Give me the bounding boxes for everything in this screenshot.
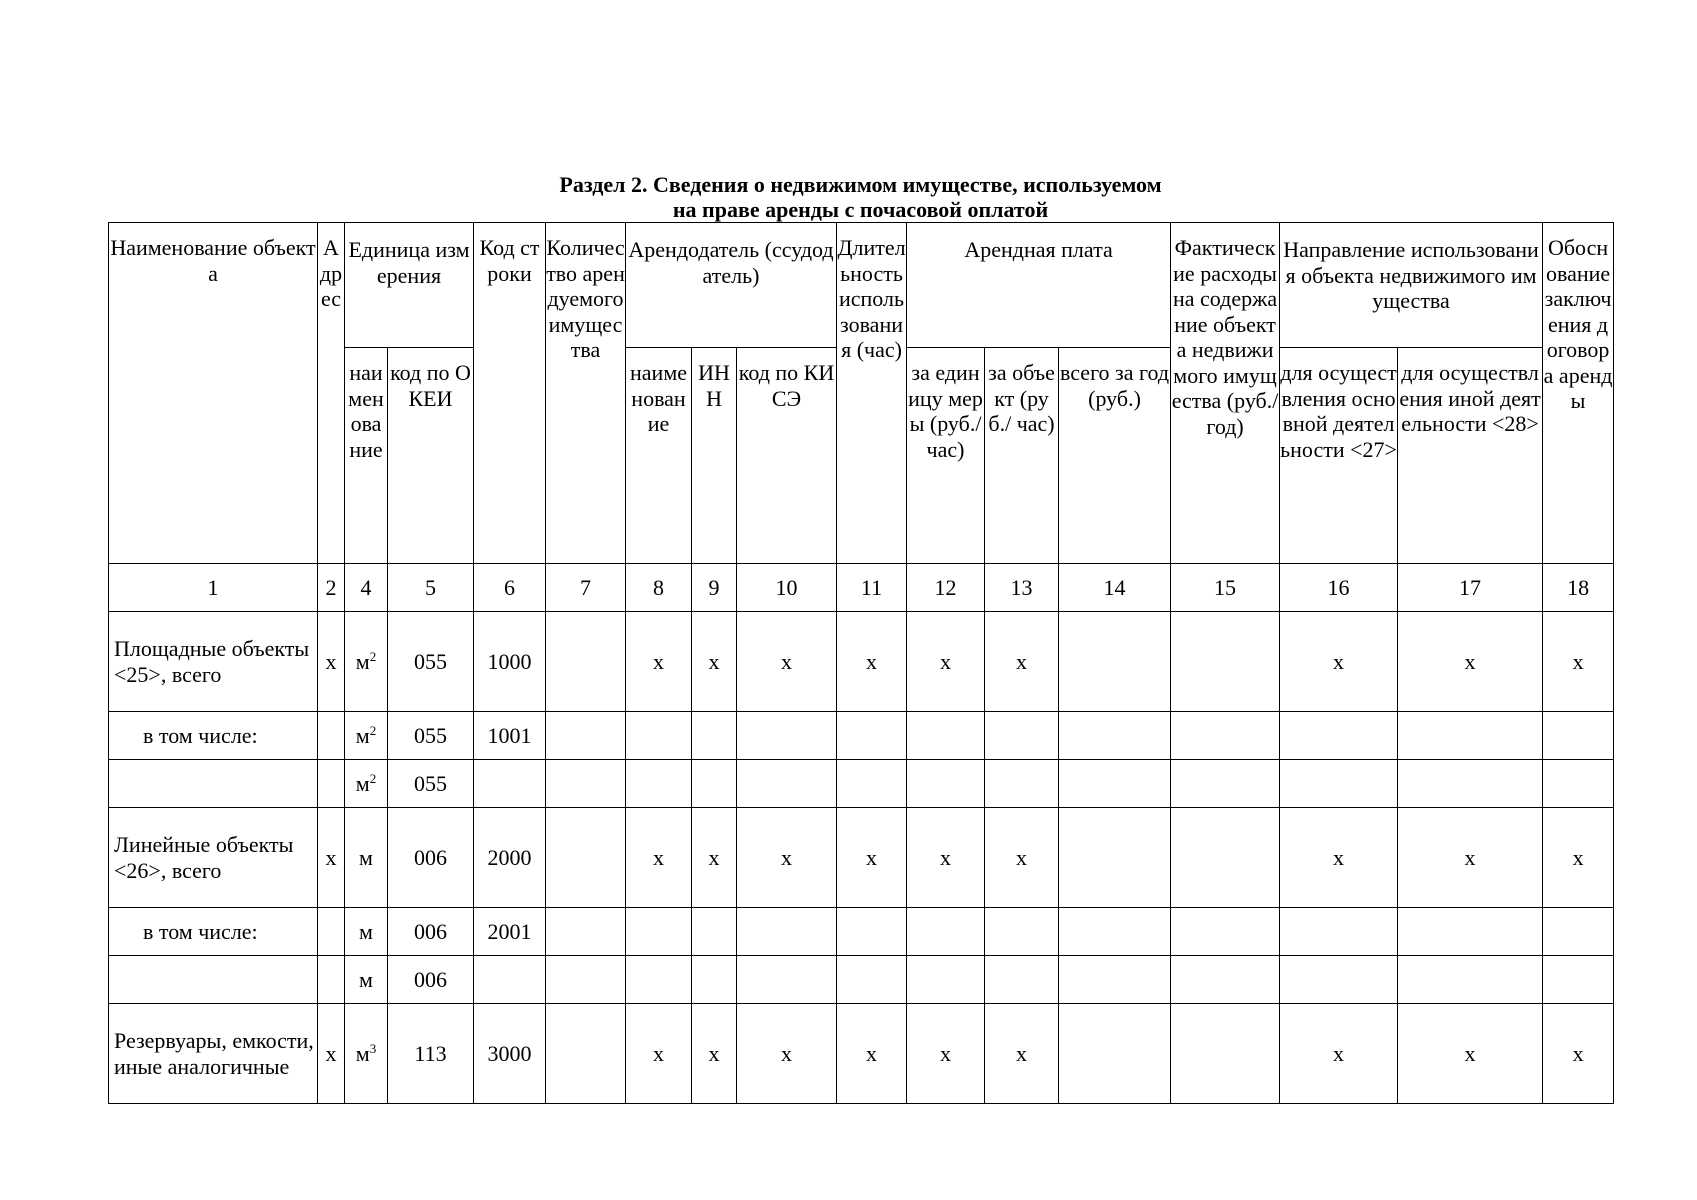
cell-c8 xyxy=(626,908,692,956)
cell-addr: x xyxy=(318,1004,345,1104)
column-number: 5 xyxy=(388,564,474,612)
cell-c17 xyxy=(1398,712,1543,760)
table-row xyxy=(109,956,1614,1004)
header-rent-per-object: за объект (руб./ час) xyxy=(985,348,1059,564)
cell-c12 xyxy=(907,908,985,956)
column-number: 6 xyxy=(474,564,546,612)
cell-c8 xyxy=(626,956,692,1004)
cell-c18 xyxy=(1543,760,1614,808)
column-numbers-row xyxy=(109,564,1614,612)
unit-text: м xyxy=(355,770,370,796)
cell-c16: x xyxy=(1280,1004,1398,1104)
cell-c15 xyxy=(1171,956,1280,1004)
cell-c15 xyxy=(1171,712,1280,760)
cell-c18 xyxy=(1543,908,1614,956)
cell-c16 xyxy=(1280,908,1398,956)
cell-qty xyxy=(546,808,626,908)
cell-qty xyxy=(546,712,626,760)
table-row xyxy=(109,808,1614,908)
cell-c12: x xyxy=(907,808,985,908)
header-rent: Арендная плата xyxy=(907,223,1171,348)
header-row-1 xyxy=(109,223,1614,348)
cell-addr: x xyxy=(318,612,345,712)
cell-c14 xyxy=(1059,760,1171,808)
cell-c11: x xyxy=(837,612,907,712)
data-rows xyxy=(109,612,1614,1104)
cell-code: 3000 xyxy=(474,1004,546,1104)
cell-c10 xyxy=(737,956,837,1004)
cell-okei: 006 xyxy=(388,956,474,1004)
cell-c14 xyxy=(1059,612,1171,712)
header-lessor-kise: код по КИСЭ xyxy=(737,348,837,564)
cell-c14 xyxy=(1059,712,1171,760)
column-number: 10 xyxy=(737,564,837,612)
header-lessor-inn: ИНН xyxy=(692,348,737,564)
cell-okei: 055 xyxy=(388,712,474,760)
column-number: 12 xyxy=(907,564,985,612)
cell-c16 xyxy=(1280,712,1398,760)
section-title-line-2: на праве аренды с почасовой оплатой xyxy=(672,197,1049,222)
cell-c13 xyxy=(985,760,1059,808)
header-quantity: Количество арендуемого имущества xyxy=(546,223,626,564)
column-number: 16 xyxy=(1280,564,1398,612)
column-number: 13 xyxy=(985,564,1059,612)
cell-unit xyxy=(345,908,388,956)
cell-c15 xyxy=(1171,760,1280,808)
cell-c17 xyxy=(1398,908,1543,956)
unit-text: м xyxy=(359,844,373,870)
cell-c16 xyxy=(1280,760,1398,808)
cell-c16: x xyxy=(1280,808,1398,908)
cell-c15 xyxy=(1171,808,1280,908)
cell-object-name: Резервуары, емкости, иные аналогичные xyxy=(109,1004,318,1104)
cell-c14 xyxy=(1059,908,1171,956)
cell-c18 xyxy=(1543,956,1614,1004)
cell-okei: 055 xyxy=(388,760,474,808)
header-direction: Направление использования объекта недвижимого имущества xyxy=(1280,223,1543,348)
cell-c12 xyxy=(907,760,985,808)
cell-c12: x xyxy=(907,612,985,712)
cell-qty xyxy=(546,612,626,712)
table-row xyxy=(109,612,1614,712)
header-duration: Длительность использования (час) xyxy=(837,223,907,564)
cell-c13 xyxy=(985,712,1059,760)
unit-exponent: 2 xyxy=(369,648,377,664)
header-basis: Обоснование заключения договора аренды xyxy=(1543,223,1614,564)
cell-unit xyxy=(345,956,388,1004)
unit-exponent: 2 xyxy=(369,770,377,786)
cell-qty xyxy=(546,1004,626,1104)
header-direction-main: для осуществления основной деятельности <27> xyxy=(1280,348,1398,564)
cell-object-name: Линейные объекты <26>, всего xyxy=(109,808,318,908)
cell-qty xyxy=(546,908,626,956)
column-number: 18 xyxy=(1543,564,1614,612)
cell-c8 xyxy=(626,760,692,808)
cell-c11 xyxy=(837,760,907,808)
cell-code xyxy=(474,956,546,1004)
column-number: 7 xyxy=(546,564,626,612)
cell-qty xyxy=(546,760,626,808)
cell-c13 xyxy=(985,908,1059,956)
header-rent-year: всего за год (руб.) xyxy=(1059,348,1171,564)
column-number: 9 xyxy=(692,564,737,612)
cell-okei: 006 xyxy=(388,808,474,908)
header-lessor-name: наименование xyxy=(626,348,692,564)
unit-text: м xyxy=(355,722,370,748)
header-unit: Единица измерения xyxy=(345,223,474,348)
cell-c14 xyxy=(1059,808,1171,908)
header-rent-per-unit: за единицу меры (руб./ час) xyxy=(907,348,985,564)
cell-okei: 113 xyxy=(388,1004,474,1104)
cell-c12 xyxy=(907,712,985,760)
cell-object-name: Площадные объекты <25>, всего xyxy=(109,612,318,712)
cell-c18: x xyxy=(1543,1004,1614,1104)
cell-c13: x xyxy=(985,612,1059,712)
cell-c9 xyxy=(692,760,737,808)
cell-c15 xyxy=(1171,908,1280,956)
cell-c8: x xyxy=(626,612,692,712)
cell-c11 xyxy=(837,908,907,956)
header-actual-costs: Фактические расходы на содержание объекта недвижимого имущества (руб./ год) xyxy=(1171,223,1280,564)
cell-qty xyxy=(546,956,626,1004)
cell-c8: x xyxy=(626,808,692,908)
cell-code: 1000 xyxy=(474,612,546,712)
cell-okei: 055 xyxy=(388,612,474,712)
cell-unit xyxy=(345,760,388,808)
header-lessor: Арендодатель (ссудодатель) xyxy=(626,223,837,348)
cell-code: 2001 xyxy=(474,908,546,956)
unit-text: м xyxy=(359,918,373,944)
cell-object-name: в том числе: xyxy=(109,908,318,956)
unit-exponent: 3 xyxy=(369,1040,377,1056)
cell-c17 xyxy=(1398,956,1543,1004)
cell-c13: x xyxy=(985,808,1059,908)
column-number: 15 xyxy=(1171,564,1280,612)
cell-c15 xyxy=(1171,612,1280,712)
unit-text: м xyxy=(359,966,373,992)
cell-c12: x xyxy=(907,1004,985,1104)
cell-c18 xyxy=(1543,712,1614,760)
cell-object-name: в том числе: xyxy=(109,712,318,760)
unit-text: м xyxy=(355,1040,370,1066)
cell-c10: x xyxy=(737,808,837,908)
cell-c13: x xyxy=(985,1004,1059,1104)
cell-addr: x xyxy=(318,808,345,908)
cell-c9 xyxy=(692,908,737,956)
cell-code: 1001 xyxy=(474,712,546,760)
cell-c11 xyxy=(837,956,907,1004)
cell-c8 xyxy=(626,712,692,760)
cell-c9: x xyxy=(692,808,737,908)
cell-addr xyxy=(318,956,345,1004)
cell-c9 xyxy=(692,712,737,760)
cell-c14 xyxy=(1059,956,1171,1004)
cell-unit xyxy=(345,1004,388,1104)
cell-c10 xyxy=(737,760,837,808)
table-row xyxy=(109,908,1614,956)
column-number: 8 xyxy=(626,564,692,612)
unit-exponent: 2 xyxy=(369,722,377,738)
cell-c8: x xyxy=(626,1004,692,1104)
cell-code: 2000 xyxy=(474,808,546,908)
header-direction-other: для осуществления иной деятельности <28> xyxy=(1398,348,1543,564)
cell-c17: x xyxy=(1398,808,1543,908)
cell-c17 xyxy=(1398,760,1543,808)
cell-c9: x xyxy=(692,612,737,712)
property-table xyxy=(108,222,1614,1104)
header-unit-okei: код по ОКЕИ xyxy=(388,348,474,564)
cell-c10 xyxy=(737,712,837,760)
cell-c10: x xyxy=(737,1004,837,1104)
cell-c14 xyxy=(1059,1004,1171,1104)
cell-addr xyxy=(318,908,345,956)
cell-okei: 006 xyxy=(388,908,474,956)
cell-c9: x xyxy=(692,1004,737,1104)
cell-c17: x xyxy=(1398,1004,1543,1104)
cell-code xyxy=(474,760,546,808)
header-object-name: Наименование объекта xyxy=(109,223,318,564)
cell-c11 xyxy=(837,712,907,760)
column-number: 11 xyxy=(837,564,907,612)
cell-c16 xyxy=(1280,956,1398,1004)
cell-c12 xyxy=(907,956,985,1004)
cell-c10 xyxy=(737,908,837,956)
header-unit-name: наименование xyxy=(345,348,388,564)
column-number: 1 xyxy=(109,564,318,612)
cell-c11: x xyxy=(837,1004,907,1104)
column-number: 14 xyxy=(1059,564,1171,612)
cell-addr xyxy=(318,712,345,760)
column-number: 4 xyxy=(345,564,388,612)
cell-addr xyxy=(318,760,345,808)
cell-object-name xyxy=(109,956,318,1004)
header-line-code: Код строки xyxy=(474,223,546,564)
cell-c17: x xyxy=(1398,612,1543,712)
section-title-line-1: Раздел 2. Сведения о недвижимом имуществе, используемом xyxy=(559,172,1162,197)
cell-c18: x xyxy=(1543,808,1614,908)
cell-c15 xyxy=(1171,1004,1280,1104)
column-number: 17 xyxy=(1398,564,1543,612)
table-row xyxy=(109,712,1614,760)
cell-c10: x xyxy=(737,612,837,712)
cell-c9 xyxy=(692,956,737,1004)
header-address: Адрес xyxy=(318,223,345,564)
table-row xyxy=(109,760,1614,808)
column-number: 2 xyxy=(318,564,345,612)
cell-c18: x xyxy=(1543,612,1614,712)
cell-object-name xyxy=(109,760,318,808)
table-row xyxy=(109,1004,1614,1104)
cell-c11: x xyxy=(837,808,907,908)
cell-c13 xyxy=(985,956,1059,1004)
unit-text: м xyxy=(355,648,370,674)
cell-unit xyxy=(345,612,388,712)
cell-unit xyxy=(345,712,388,760)
cell-unit xyxy=(345,808,388,908)
cell-c16: x xyxy=(1280,612,1398,712)
